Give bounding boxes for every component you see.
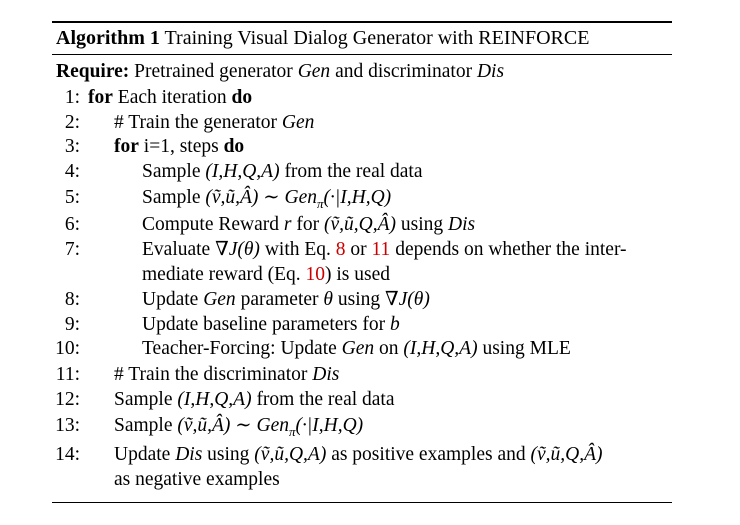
step-text: as negative examples — [114, 469, 280, 490]
step-text: parameter — [240, 289, 319, 310]
step-text: with Eq. — [264, 239, 331, 260]
math-tuple: (ṽ,ũ,Q,Â) — [323, 214, 396, 235]
require-dis: Dis — [476, 61, 505, 82]
step-text: using — [207, 444, 250, 465]
step-text: or — [350, 239, 367, 260]
math-expression: ∇J(θ) — [215, 239, 260, 260]
require-gen: Gen — [297, 61, 331, 82]
math-expression: (·|I,H,Q) — [323, 187, 392, 208]
step-text: Sample — [142, 161, 201, 182]
math-expression: ∇J(θ) — [385, 289, 430, 310]
math-subscript: π — [317, 195, 324, 211]
math-tuple: (I,H,Q,A) — [177, 389, 252, 410]
step-text: Sample — [114, 389, 173, 410]
step-text: as positive examples and — [331, 444, 526, 465]
keyword-do: do — [223, 136, 245, 157]
math-var: Gen — [341, 338, 375, 359]
step-number: 5: — [64, 187, 80, 208]
require-and: and discriminator — [335, 61, 473, 82]
header-rule — [52, 54, 672, 55]
math-var: b — [389, 314, 400, 335]
keyword-do: do — [231, 87, 253, 108]
algorithm-label: Algorithm 1 — [56, 27, 160, 49]
step-text: using — [337, 289, 381, 310]
step-number: 11: — [55, 364, 80, 385]
step-number: 3: — [64, 136, 80, 157]
step-text: using MLE — [482, 338, 571, 359]
step-text: Evaluate — [142, 239, 211, 260]
math-tuple: (I,H,Q,A) — [403, 338, 478, 359]
step-text: on — [379, 338, 399, 359]
step-number: 2: — [64, 112, 80, 133]
keyword-for: for — [88, 87, 113, 108]
step-text: depends on whether the inter- — [395, 239, 627, 260]
equation-ref[interactable]: 8 — [335, 239, 346, 260]
top-rule — [52, 21, 672, 23]
step-text: for — [296, 214, 320, 235]
step-text: Teacher-Forcing: Update — [142, 338, 337, 359]
comment-var: Gen — [281, 112, 315, 133]
step-text: Update baseline parameters for — [142, 314, 386, 335]
step-text: Sample — [114, 415, 173, 436]
equation-ref[interactable]: 11 — [371, 239, 391, 260]
step-text: i=1, steps — [143, 136, 219, 157]
math-tuple: (ṽ,ũ,Q,A) — [254, 444, 327, 465]
bottom-rule — [52, 502, 672, 503]
math-var: θ — [323, 289, 333, 310]
step-number: 8: — [64, 289, 80, 310]
step-text: Update — [142, 289, 199, 310]
step-number: 4: — [64, 161, 80, 182]
math-expression: (ṽ,ũ,Â) ∼ Gen — [205, 187, 318, 208]
keyword-for: for — [114, 136, 139, 157]
step-text: mediate reward (Eq. — [142, 264, 301, 285]
step-number: 12: — [55, 389, 80, 410]
step-text: Each iteration — [117, 87, 227, 108]
algorithm-header — [56, 27, 589, 50]
step-text: Compute Reward — [142, 214, 280, 235]
math-subscript: π — [289, 423, 296, 439]
comment-text: # Train the discriminator — [114, 364, 308, 385]
step-text: Update — [114, 444, 171, 465]
comment-text: # Train the generator — [114, 112, 278, 133]
step-number: 14: — [55, 444, 80, 465]
step-number: 9: — [64, 314, 80, 335]
require-keyword: Require: — [56, 61, 130, 82]
equation-ref[interactable]: 10 — [305, 264, 326, 285]
algorithm-title: Training Visual Dialog Generator with REINFORCE — [164, 27, 590, 49]
step-number: 6: — [64, 214, 80, 235]
math-var: Dis — [448, 214, 476, 235]
math-var: r — [283, 214, 292, 235]
require-text: Pretrained generator — [134, 61, 293, 82]
step-number: 7: — [64, 239, 80, 260]
step-number: 10: — [55, 338, 80, 359]
math-expression: (·|I,H,Q) — [295, 415, 364, 436]
step-text: from the real data — [256, 389, 395, 410]
step-text: using — [400, 214, 444, 235]
math-expression: (ṽ,ũ,Â) ∼ Gen — [177, 415, 290, 436]
math-tuple: (ṽ,ũ,Q,Â) — [530, 444, 603, 465]
math-var: Gen — [203, 289, 236, 310]
step-text: ) is used — [325, 264, 391, 285]
step-text: from the real data — [284, 161, 423, 182]
step-number: 13: — [55, 415, 80, 436]
step-text: Sample — [142, 187, 201, 208]
step-number: 1: — [64, 87, 80, 108]
comment-var: Dis — [312, 364, 340, 385]
math-var: Dis — [175, 444, 203, 465]
math-tuple: (I,H,Q,A) — [205, 161, 280, 182]
